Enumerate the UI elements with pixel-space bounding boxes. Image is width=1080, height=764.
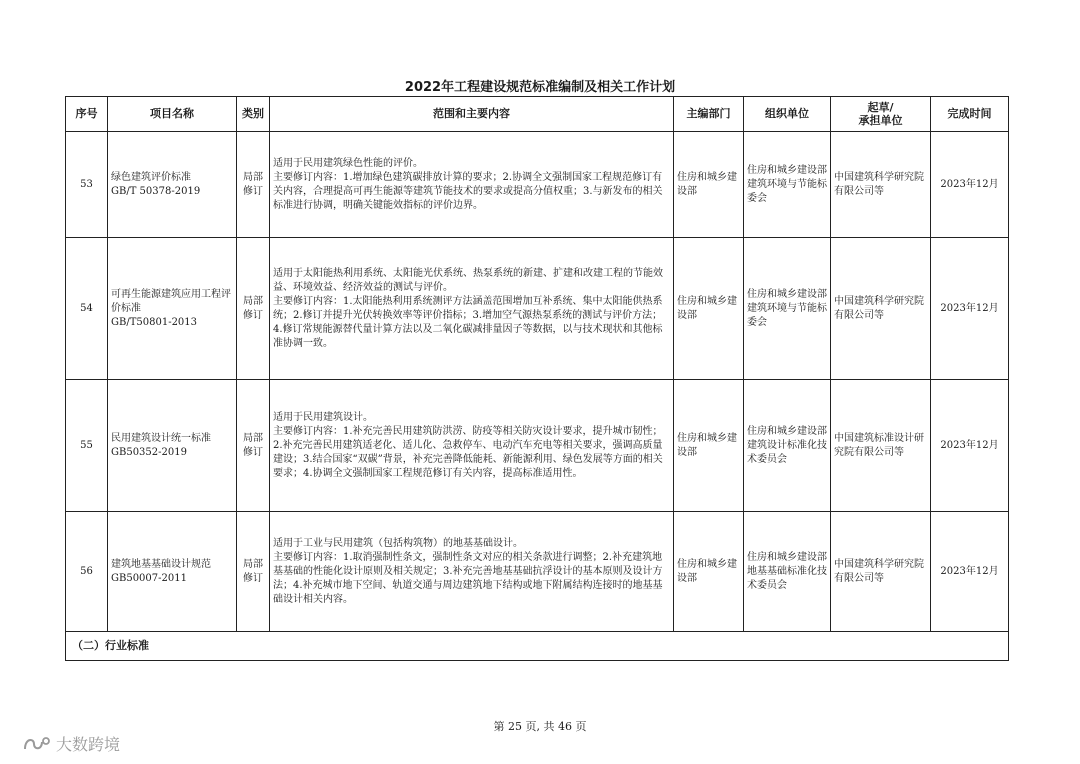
table-header-row <box>66 97 1009 132</box>
row-name: 绿色建筑评价标准 GB/T 50378-2019 <box>108 132 237 238</box>
row-drafter: 中国建筑科学研究院有限公司等 <box>831 238 931 380</box>
header-dept: 主编部门 <box>674 97 744 132</box>
row-category: 局部 修订 <box>237 132 270 238</box>
plan-table <box>65 96 1009 661</box>
row-scope: 适用于民用建筑设计。 主要修订内容：1.补充完善民用建筑防洪涝、防疫等相关防灾设计要求，提升城市韧性；2.补充完善民用建筑适老化、适儿化、急救停车、电动汽车充电等相关要求，强调高质量建设；3.结合国家“双碳”背景，补充完善降低能耗、新能源利用、绿色发展等方面的相关要求；4.协调全文强制国家工程规范修订有关内容，提高标准适用性。 <box>270 380 674 512</box>
row-category: 局部 修订 <box>237 238 270 380</box>
row-no: 54 <box>66 238 108 380</box>
row-org: 住房和城乡建设部建筑环境与节能标委会 <box>744 238 831 380</box>
row-drafter: 中国建筑标准设计研究院有限公司等 <box>831 380 931 512</box>
header-scope: 范围和主要内容 <box>270 97 674 132</box>
table-row <box>66 380 1009 512</box>
header-org: 组织单位 <box>744 97 831 132</box>
row-category: 局部 修订 <box>237 380 270 512</box>
row-date: 2023年12月 <box>931 132 1009 238</box>
table-row <box>66 132 1009 238</box>
watermark-text: 大数跨境 <box>56 735 121 754</box>
row-category: 局部 修订 <box>237 512 270 632</box>
header-date: 完成时间 <box>931 97 1009 132</box>
row-org: 住房和城乡建设部地基基础标准化技术委员会 <box>744 512 831 632</box>
row-no: 56 <box>66 512 108 632</box>
row-dept: 住房和城乡建设部 <box>674 132 744 238</box>
row-dept: 住房和城乡建设部 <box>674 380 744 512</box>
row-org: 住房和城乡建设部建筑环境与节能标委会 <box>744 132 831 238</box>
row-scope: 适用于民用建筑绿色性能的评价。 主要修订内容：1.增加绿色建筑碳排放计算的要求；2.协调全文强制国家工程规范修订有关内容，合理提高可再生能源等建筑节能技术的要求或提高分值权重；3.与新发布的相关标准进行协调，明确关键能效指标的评价边界。 <box>270 132 674 238</box>
row-date: 2023年12月 <box>931 238 1009 380</box>
row-scope: 适用于工业与民用建筑（包括构筑物）的地基基础设计。 主要修订内容：1.取消强制性条文，强制性条文对应的相关条款进行调整；2.补充建筑地基基础的性能化设计原则及相关规定；3.补充完善地基基础抗浮设计的基本原则及设计方法；4.补充城市地下空间、轨道交通与周边建筑地下结构或地下附属结构连接时的地基基础设计相关内容。 <box>270 512 674 632</box>
header-name: 项目名称 <box>108 97 237 132</box>
row-name: 民用建筑设计统一标准GB50352-2019 <box>108 380 237 512</box>
watermark <box>22 732 120 755</box>
row-name: 建筑地基基础设计规范GB50007-2011 <box>108 512 237 632</box>
row-drafter: 中国建筑科学研究院有限公司等 <box>831 512 931 632</box>
table-row <box>66 238 1009 380</box>
row-date: 2023年12月 <box>931 380 1009 512</box>
row-no: 55 <box>66 380 108 512</box>
row-date: 2023年12月 <box>931 512 1009 632</box>
logo-icon <box>22 734 52 754</box>
page-footer: 第 25 页, 共 46 页 <box>493 720 587 733</box>
row-name: 可再生能源建筑应用工程评价标准 GB/T50801-2013 <box>108 238 237 380</box>
row-org: 住房和城乡建设部建筑设计标准化技术委员会 <box>744 380 831 512</box>
row-drafter: 中国建筑科学研究院有限公司等 <box>831 132 931 238</box>
section-label: （二）行业标准 <box>66 632 1009 661</box>
table-row <box>66 512 1009 632</box>
row-no: 53 <box>66 132 108 238</box>
header-category: 类别 <box>237 97 270 132</box>
section-row <box>66 632 1009 661</box>
header-drafter: 起草/ 承担单位 <box>831 97 931 132</box>
row-dept: 住房和城乡建设部 <box>674 238 744 380</box>
header-no: 序号 <box>66 97 108 132</box>
row-scope: 适用于太阳能热利用系统、太阳能光伏系统、热泵系统的新建、扩建和改建工程的节能效益、环境效益、经济效益的测试与评价。 主要修订内容：1.太阳能热利用系统测评方法涵盖范围增加互补系统、集中太阳能供热系统；2.修订并提升光伏转换效率等评价指标；3.增加空气源热泵系统的测试与评价方法；4.修订常规能源替代量计算方法以及二氧化碳减排量因子等数据，以与技术现状和其他标准协调一致。 <box>270 238 674 380</box>
document-title: 2022年工程建设规范标准编制及相关工作计划 <box>404 80 676 95</box>
row-dept: 住房和城乡建设部 <box>674 512 744 632</box>
